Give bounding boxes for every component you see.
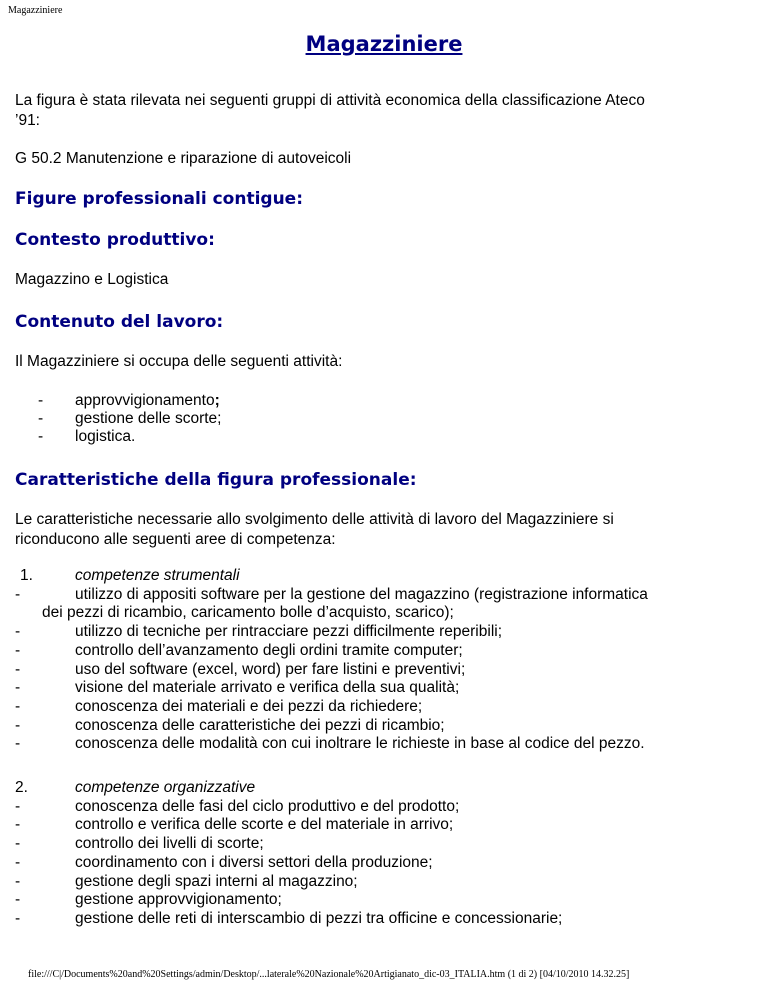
list-item-text: approvvigionamento (75, 392, 215, 409)
competenze-organizzative (15, 779, 760, 929)
heading-caratteristiche: Caratteristiche della figura professionale: (15, 470, 417, 490)
list-item (15, 642, 760, 661)
dash-marker: - (15, 716, 21, 734)
contenuto-text: Il Magazziniere si occupa delle seguenti attività: (15, 353, 343, 370)
heading-figure-contigue: Figure professionali contigue: (15, 189, 304, 209)
caratteristiche-line-1: Le caratteristiche necessarie allo svolgimento delle attività di lavoro del Magazziniere si (15, 511, 614, 528)
page-title: Magazziniere (305, 32, 463, 56)
list-item-text: logistica. (75, 428, 136, 445)
intro-paragraph (15, 91, 645, 131)
list-item-text: conoscenza dei materiali e dei pezzi da richiedere; (75, 697, 423, 715)
list-item-text: gestione degli spazi interni al magazzino; (75, 872, 358, 890)
list-item-text: uso del software (excel, word) per fare listini e preventivi; (75, 660, 466, 678)
section-number: 2. (15, 779, 28, 796)
competenze-strumentali (15, 567, 760, 754)
list-item-text: controllo e verifica delle scorte e del materiale in arrivo; (75, 816, 454, 834)
list-item (15, 816, 760, 835)
heading-contesto: Contesto produttivo: (15, 230, 215, 250)
list-item (15, 735, 760, 754)
list-item-text: conoscenza delle fasi del ciclo produttivo e del prodotto; (75, 797, 460, 815)
dash-marker: - (15, 891, 21, 909)
activities-list (38, 392, 221, 446)
dash-marker: - (15, 735, 21, 753)
list-item-text: gestione delle reti di interscambio di pezzi tra officine e concessionarie; (75, 909, 563, 927)
list-item (15, 698, 760, 717)
dash-marker: - (15, 623, 21, 641)
list-item-text: utilizzo di appositi software per la gestione del magazzino (registrazione informatica (75, 585, 648, 603)
list-item-text: coordinamento con i diversi settori della produzione; (75, 853, 433, 871)
list-item (15, 873, 760, 892)
list-item (15, 798, 760, 817)
list-item-text: visione del materiale arrivato e verifica della sua qualità; (75, 679, 460, 697)
caratteristiche-line-2: riconducono alle seguenti aree di competenza: (15, 531, 336, 548)
dash-marker: - (38, 428, 44, 445)
section-title: competenze organizzative (75, 779, 256, 796)
intro-line-1: La figura è stata rilevata nei seguenti gruppi di attività economica della classificazione Ateco (15, 92, 645, 109)
list-item (15, 891, 760, 910)
list-item-text: conoscenza delle caratteristiche dei pezzi di ricambio; (75, 716, 445, 734)
list-item-continuation: dei pezzi di ricambio, caricamento bolle d’acquisto, scarico); (42, 604, 454, 622)
contesto-text: Magazzino e Logistica (15, 271, 169, 288)
dash-marker: - (15, 853, 21, 871)
dash-marker: - (15, 872, 21, 890)
intro-line-2: ’91: (15, 112, 40, 129)
ateco-group: G 50.2 Manutenzione e riparazione di autoveicoli (15, 150, 352, 167)
list-item-text: utilizzo di tecniche per rintracciare pezzi difficilmente reperibili; (75, 623, 503, 641)
dash-marker: - (38, 392, 44, 409)
competenze-strumentali-heading (15, 567, 760, 586)
dash-marker: - (15, 697, 21, 715)
list-item-suffix: ; (214, 392, 220, 409)
list-item (15, 586, 760, 623)
dash-marker: - (15, 835, 21, 853)
file-path-footer: file:///C|/Documents%20and%20Settings/admin/Desktop/...laterale%20Nazionale%20Artigianato_dic-03_ITALIA.htm (1 di 2) [04/10/2010 14.32.25] (28, 969, 630, 980)
competenze-organizzative-heading (15, 779, 760, 798)
dash-marker: - (15, 641, 21, 659)
dash-marker: - (15, 585, 21, 603)
list-item (38, 410, 221, 428)
list-item-text: gestione delle scorte; (75, 410, 222, 427)
list-item (15, 661, 760, 680)
section-number: 1. (20, 567, 33, 584)
dash-marker: - (38, 410, 44, 427)
dash-marker: - (15, 909, 21, 927)
dash-marker: - (15, 679, 21, 697)
dash-marker: - (15, 797, 21, 815)
list-item (38, 428, 221, 446)
list-item (15, 854, 760, 873)
caratteristiche-paragraph (15, 510, 614, 550)
list-item (15, 717, 760, 736)
dash-marker: - (15, 816, 21, 834)
list-item-text: gestione approvvigionamento; (75, 891, 282, 909)
browser-header-title: Magazziniere (8, 5, 63, 16)
list-item-text: controllo dell’avanzamento degli ordini tramite computer; (75, 641, 463, 659)
list-item (15, 679, 760, 698)
list-item-text: controllo dei livelli di scorte; (75, 835, 264, 853)
list-item (15, 623, 760, 642)
section-title: competenze strumentali (75, 567, 240, 584)
dash-marker: - (15, 660, 21, 678)
list-item (15, 835, 760, 854)
list-item (38, 392, 221, 410)
list-item-text: conoscenza delle modalità con cui inoltrare le richieste in base al codice del pezzo. (75, 735, 645, 753)
heading-contenuto: Contenuto del lavoro: (15, 312, 224, 332)
list-item (15, 910, 760, 929)
